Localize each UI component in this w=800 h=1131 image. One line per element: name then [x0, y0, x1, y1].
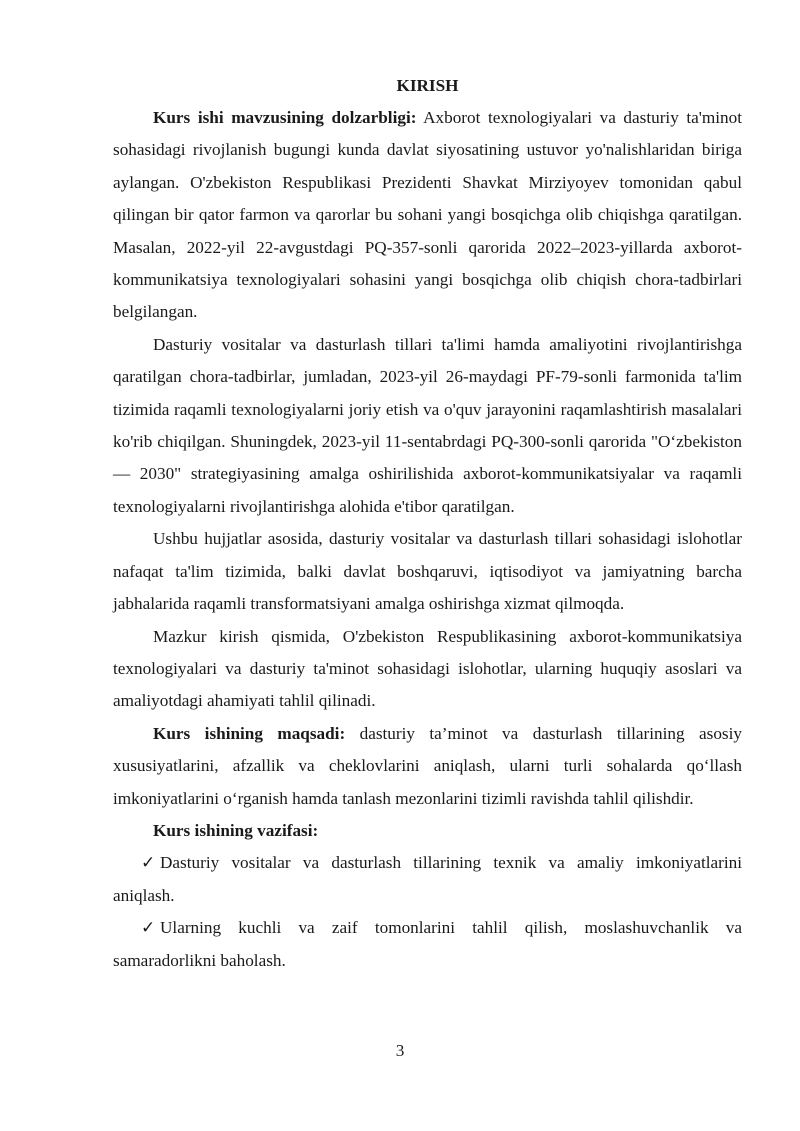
task-item-text: Ularning kuchli va zaif tomonlarini tahlil qilish, moslashuvchanlik va samaradorlikni baholash.	[113, 918, 742, 970]
tasks-paragraph	[113, 815, 742, 847]
relevance-paragraph	[113, 102, 742, 329]
task-item-text: Dasturiy vositalar va dasturlash tillarining texnik va amaliy imkoniyatlarini aniqlash.	[113, 853, 742, 905]
relevance-heading: Kurs ishi mavzusining dolzarbligi:	[153, 108, 417, 127]
goal-text: dasturiy ta’minot va dasturlash tillarining asosiy xususiyatlarini, afzallik va cheklovlarini aniqlash, ularni turli sohalarda qo‘llash imkoniyatlarini o‘rganish hamda tanlash mezonlarini tizimli ravishda tahlil qilishdir.	[113, 723, 742, 808]
goal-heading: Kurs ishining maqsadi:	[153, 723, 346, 743]
task-item	[113, 912, 742, 977]
body-paragraph: Dasturiy vositalar va dasturlash tillari ta'limi hamda amaliyotini rivojlantirishga qaratilgan chora-tadbirlar, jumladan, 2023-yil 26-maydagi PF-79-sonli farmonida ta'lim tizimida raqamli texnologiyalarni joriy etish va o'quv jarayonini raqamlashtirish masalalari ko'rib chiqilgan. Shuningdek, 2023-yil 11-sentabrdagi PQ-300-sonli qarorida "O‘zbekiston — 2030" strategiyasining amalga oshirilishida axborot-kommunikatsiyalar va raqamli texnologiyalarni rivojlantirishga alohida e'tibor qaratilgan.	[113, 334, 742, 516]
body-paragraph: Ushbu hujjatlar asosida, dasturiy vositalar va dasturlash tillari sohasidagi islohotlar nafaqat ta'lim tizimida, balki davlat boshqaruvi, iqtisodiyot va jamiyatning barcha jabhalarida raqamli transformatsiyani amalga oshirishga xizmat qilmoqda.	[113, 529, 742, 614]
section-title: KIRISH	[396, 76, 459, 95]
body-paragraph: Mazkur kirish qismida, O'zbekiston Respublikasining axborot-kommunikatsiya texnologiyalari va dasturiy ta'minot sohasidagi islohotlar, ularning huquqiy asoslari va amaliyotdagi ahamiyati tahlil qilinadi.	[113, 626, 742, 711]
document-body	[113, 70, 742, 977]
goal-paragraph	[113, 718, 742, 815]
page-number: 3	[395, 1041, 405, 1060]
checkmark-icon: ✓	[141, 853, 156, 873]
tasks-heading: Kurs ishining vazifasi:	[153, 820, 319, 840]
task-item	[113, 847, 742, 912]
relevance-text: Axborot texnologiyalari va dasturiy ta'minot sohasidagi rivojlanish bugungi kunda davlat siyosatining ustuvor yo'nalishlaridan biriga aylangan. O'zbekiston Respublikasi Prezidenti Shavkat Mirziyoyev tomonidan qabul qilingan bir qator farmon va qarorlar bu sohani yangi bosqichga olib chiqishga qaratilgan. Masalan, 2022-yil 22-avgustdagi PQ-357-sonli qarorida 2022–2023-yillarda axborot-kommunikatsiya texnologiyalari sohasini yangi bosqichga olib chiqish chora-tadbirlari belgilangan.	[113, 108, 742, 322]
checkmark-icon: ✓	[141, 918, 156, 938]
